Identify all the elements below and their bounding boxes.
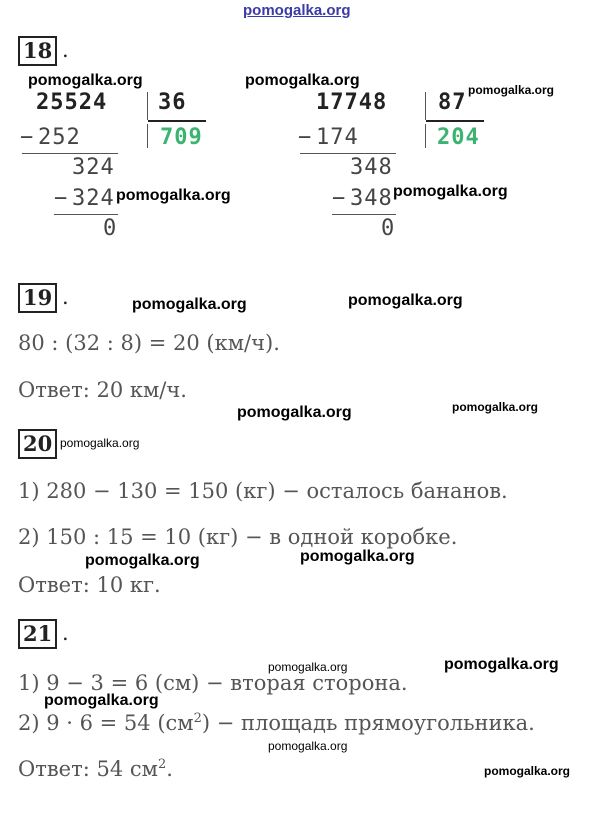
minus-sign: − [332,186,347,211]
task21-step2: 2) 9 · 6 = 54 $(см^2)$ − площадь прямоугольника. [18,711,535,735]
watermark: pomogalka.org [245,72,360,89]
minus-sign: − [20,125,35,150]
quotient-right: 204 [437,125,480,150]
underline [54,214,118,215]
task20-step2: 2) 150 : 15 = 10 (кг) − в одной коробке. [18,525,458,549]
underline [300,153,396,154]
rem1-right: 348 [350,155,393,180]
watermark: pomogalka.org [268,660,348,674]
task-number-21: 21 [18,619,57,649]
watermark: pomogalka.org [268,739,348,753]
quotient-bar-left [147,124,148,148]
watermark-top[interactable]: pomogalka.org [243,2,351,19]
quotient-left: 709 [160,125,203,150]
watermark: pomogalka.org [85,552,200,569]
sub2-right: 348 [350,186,393,211]
watermark: pomogalka.org [237,404,352,421]
sub2-left: 324 [72,186,115,211]
watermark: pomogalka.org [348,292,463,309]
divisor-left: 36 [158,90,187,115]
task-dot: . [62,621,69,645]
divisor-underline-left [148,120,206,122]
watermark: pomogalka.org [468,83,555,97]
quotient-bar-right [425,124,426,148]
watermark: pomogalka.org [60,436,140,450]
divisor-right: 87 [438,90,467,115]
watermark: pomogalka.org [28,72,143,89]
task21-answer: Ответ: 54 $см^2$. [18,757,173,781]
underline [22,153,118,154]
task-dot: . [62,38,69,62]
task19-answer: Ответ: 20 км/ч. [18,378,187,402]
watermark: pomogalka.org [132,296,247,313]
underline [332,214,396,215]
watermark: pomogalka.org [116,187,231,204]
division-bar-left [147,92,148,120]
minus-sign: − [54,186,69,211]
watermark: pomogalka.org [444,656,559,673]
task-number-18: 18 [18,36,57,66]
division-bar-right [425,92,426,120]
sub1-left: 252 [38,125,81,150]
watermark: pomogalka.org [300,548,415,565]
watermark: pomogalka.org [452,400,539,414]
watermark: pomogalka.org [393,183,508,200]
task21-step1: 1) 9 − 3 = 6 (см) − вторая сторона. [18,671,408,695]
watermark: pomogalka.org [44,692,159,709]
task20-step1: 1) 280 − 130 = 150 (кг) − осталось бананов. [18,479,508,503]
rem1-left: 324 [72,155,115,180]
divisor-underline-right [426,120,484,122]
minus-sign: − [298,125,313,150]
dividend-left: 25524 [36,90,108,115]
task-dot: . [62,285,69,309]
rem2-left: 0 [103,216,118,241]
sub1-right: 174 [316,125,359,150]
dividend-right: 17748 [316,90,388,115]
task-number-19: 19 [18,283,57,313]
rem2-right: 0 [381,216,396,241]
task20-answer: Ответ: 10 кг. [18,573,161,597]
watermark: pomogalka.org [484,764,571,778]
task19-solution: 80 : (32 : 8) = 20 (км/ч). [18,331,280,355]
task-number-20: 20 [18,429,57,459]
